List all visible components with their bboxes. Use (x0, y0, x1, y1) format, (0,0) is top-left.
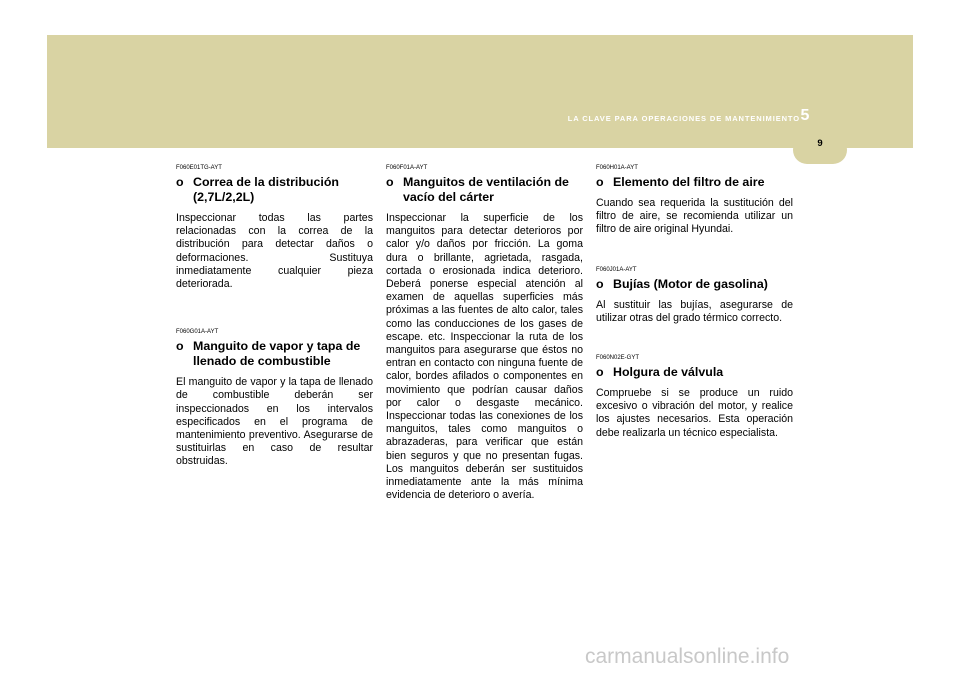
section-code: F060J01A-AYT (596, 266, 637, 273)
column-right (596, 165, 793, 440)
section-title-text: Elemento del filtro de aire (613, 175, 765, 189)
section-title (386, 175, 583, 205)
section-code: F060E01TG-AYT (176, 165, 222, 171)
watermark-text: carmanualsonline.info (585, 645, 790, 668)
section-body: Compruebe si se produce un ruido excesivo o vibración del motor, y realice los ajustes necesarios. Esta operación debe realizarla un técnico especialista. (596, 387, 793, 439)
section-crankcase-hoses (386, 165, 583, 502)
section-title-text: Holgura de válvula (613, 365, 724, 380)
section-body: Al sustituir las bujías, asegurarse de utilizar otras del grado térmico correcto. (596, 298, 793, 324)
section-timing-belt (176, 165, 373, 291)
section-code: F060F01A-AYT (386, 165, 428, 171)
column-left (176, 165, 373, 469)
section-body: Cuando sea requerida la sustitución del filtro de aire, se recomienda utilizar un filtro de aire original Hyundai. (596, 197, 793, 236)
chapter-number: 5 (800, 107, 810, 124)
bullet-marker: o (596, 175, 604, 189)
section-body: Inspeccionar la superficie de los manguitos para detectar deterioros por calor y/o daños por fricción. La goma dura o brillante, agrietada, rasgada, cortada o erosionada indica deterioro. Deberá ponerse especial atención al examen de aquellas superficies más próximas a las fuentes de alto calor, tales como las conducciones de los gases de escape. etc. Inspeccionar la ruta de los manguitos para asegurarse que éstos no entran en contacto con ninguna fuente de calor, bordes afilados o componentes en movimiento que podrían causar daños por calor o desgaste mecánico. Inspeccionar todas las conexiones de los manguitos, tales como manguitos o abrazaderas, para verificar que están bien seguros y que no presentan fugas. Los manguitos deberán ser sustituidos inmediatamente ante la más mínima evidencia de deterioro o avería. (386, 212, 583, 502)
section-body: Inspeccionar todas las partes relacionadas con la correa de la distribución para detectar daños o deformaciones. Sustituya inmediatamente cualquier pieza deteriorada. (176, 212, 373, 291)
section-code: F060G01A-AYT (176, 329, 219, 336)
section-spark-plugs (596, 267, 793, 325)
section-valve-clearance (596, 355, 793, 440)
header-band (47, 35, 913, 148)
section-vapor-hose (176, 329, 373, 468)
section-title (596, 175, 793, 190)
section-title-text: Manguito de vapor y tapa de llenado de combustible (193, 339, 361, 369)
bullet-marker: o (176, 175, 184, 189)
section-code: F060H01A-AYT (596, 165, 638, 171)
section-title (176, 175, 373, 205)
section-body: El manguito de vapor y la tapa de llenado de combustible deberán ser inspeccionados en los intervalos especificados en el programa de mantenimiento preventivo. Asegurarse de sustituirlas en caso de resultar obstruidas. (176, 376, 373, 468)
section-title (596, 277, 793, 292)
page-number: 9 (817, 138, 823, 149)
bullet-marker: o (596, 365, 604, 380)
bullet-marker: o (176, 339, 184, 354)
section-title-text: Correa de la distribución (2,7L/2,2L) (193, 175, 339, 204)
column-middle (386, 165, 583, 502)
section-title (596, 365, 793, 380)
section-title-text: Bujías (Motor de gasolina) (613, 276, 768, 291)
bullet-marker: o (596, 276, 604, 291)
section-air-filter (596, 165, 793, 237)
bullet-marker: o (386, 175, 394, 189)
section-code: F060N02E-GYT (596, 355, 640, 362)
section-title-text: Manguitos de ventilación de vacío del cárter (403, 175, 569, 204)
section-title (176, 339, 373, 369)
chapter-title: LA CLAVE PARA OPERACIONES DE MANTENIMIENTO (567, 114, 800, 123)
